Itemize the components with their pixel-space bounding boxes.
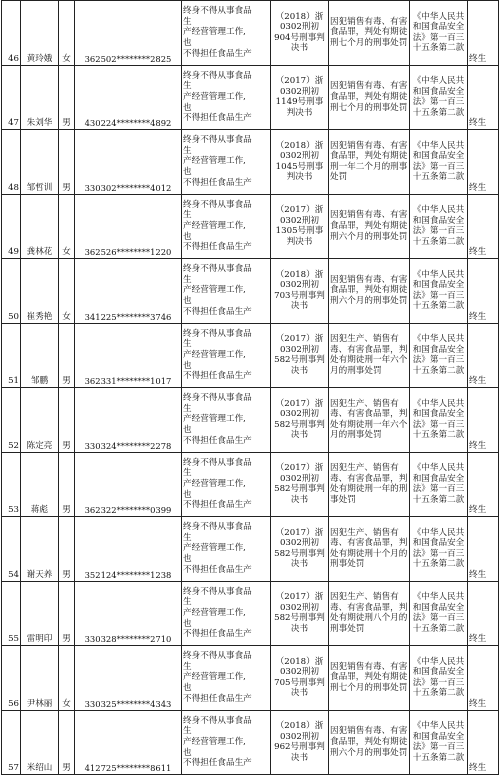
penalty-measure-line: 生 <box>183 81 192 92</box>
id-number: 362502********2825 <box>75 1 182 66</box>
penalty-measure-line: 生 <box>183 339 192 350</box>
penalty-measure-line: 也 <box>183 231 192 242</box>
table-row <box>2 1 499 66</box>
penalty-measure-line: 不得担任食品生产 <box>183 758 252 769</box>
offense-facts: 因犯生产、销售有毒、有害食品罪，判处有期徒刑一年的刑事处罚 <box>329 452 410 517</box>
row-number: 54 <box>2 517 21 582</box>
person-name: 雷明印 <box>21 581 59 646</box>
penalty-measure-line: 也 <box>183 489 192 500</box>
table-row <box>2 388 499 453</box>
person-sex: 男 <box>59 323 75 388</box>
offense-facts: 因犯生产、销售有毒、有害食品罪，判处有期徒刑八个月的刑事处罚 <box>329 581 410 646</box>
person-sex: 男 <box>59 388 75 453</box>
person-name: 米绍山 <box>21 710 59 775</box>
penalty-measure-line: 不得担任食品生产 <box>183 113 252 124</box>
id-number: 341225********3746 <box>75 259 182 324</box>
person-sex: 女 <box>59 259 75 324</box>
person-name: 邹哲训 <box>21 130 59 195</box>
penalty-measure-line: 也 <box>183 554 192 565</box>
row-number: 53 <box>2 452 21 517</box>
judgment-document: （2017）浙0302刑初1149号刑事判决书 <box>271 65 329 130</box>
offense-facts: 因犯销售有毒、有害食品罪，判处有期徒刑七个月的刑事处罚 <box>329 1 410 66</box>
penalty-measure-line: 也 <box>183 425 192 436</box>
row-number: 50 <box>2 259 21 324</box>
legal-basis: 《中华人民共和国食品安全法》第一百三十五条第二款 <box>410 130 468 195</box>
id-number: 362526********1220 <box>75 194 182 259</box>
judgment-document: （2017）浙0302刑初582号刑事判决书 <box>271 388 329 453</box>
ban-term: 终生 <box>468 452 499 517</box>
table-row <box>2 65 499 130</box>
person-sex: 女 <box>59 194 75 259</box>
judgment-document: （2017）浙0302刑初582号刑事判决书 <box>271 452 329 517</box>
person-sex: 男 <box>59 130 75 195</box>
judgment-document: （2017）浙0302刑初582号刑事判决书 <box>271 517 329 582</box>
penalty-measure-line: 不得担任食品生产 <box>183 177 252 188</box>
penalty-measure-line: 终身不得从事食品 <box>183 199 252 210</box>
penalty-measure-line: 终身不得从事食品 <box>183 586 252 597</box>
penalty-measure-line: 终身不得从事食品 <box>183 393 252 404</box>
penalty-measure-line: 不得担任食品生产 <box>183 693 252 704</box>
penalty-measure-line: 也 <box>183 38 192 49</box>
penalty-measure-line: 产经营管理工作, <box>183 349 246 360</box>
ban-term: 终生 <box>468 1 499 66</box>
offense-facts: 因犯销售有毒、有害食品罪，判处有期徒刑六个月的刑事处罚 <box>329 259 410 324</box>
person-sex: 男 <box>59 710 75 775</box>
ban-term: 终生 <box>468 646 499 711</box>
penalty-measure-line: 也 <box>183 683 192 694</box>
row-number: 52 <box>2 388 21 453</box>
row-number: 51 <box>2 323 21 388</box>
penalty-measure-line: 生 <box>183 403 192 414</box>
judgment-document: （2018）浙0302刑初962号刑事判决书 <box>271 710 329 775</box>
penalty-measure-line: 也 <box>183 360 192 371</box>
table-row <box>2 517 499 582</box>
ban-term: 终生 <box>468 130 499 195</box>
penalty-measure-line: 终身不得从事食品 <box>183 457 252 468</box>
person-name: 黄玲娥 <box>21 1 59 66</box>
row-number: 55 <box>2 581 21 646</box>
person-sex: 男 <box>59 65 75 130</box>
penalty-measure <box>182 1 271 66</box>
penalty-measure-line: 生 <box>183 532 192 543</box>
penalty-measure-line: 也 <box>183 167 192 178</box>
row-number: 56 <box>2 646 21 711</box>
penalty-measure-line: 不得担任食品生产 <box>183 435 252 446</box>
penalty-measure <box>182 517 271 582</box>
ban-term: 终生 <box>468 710 499 775</box>
penalty-measure-line: 生 <box>183 145 192 156</box>
penalty-measure-line: 产经营管理工作, <box>183 543 246 554</box>
penalty-measure-line: 产经营管理工作, <box>183 607 246 618</box>
penalty-measure-line: 产经营管理工作, <box>183 27 246 38</box>
penalty-measure <box>182 194 271 259</box>
id-number: 330302********4012 <box>75 130 182 195</box>
penalty-measure-line: 不得担任食品生产 <box>183 500 252 511</box>
id-number: 430224********4892 <box>75 65 182 130</box>
legal-basis: 《中华人民共和国食品安全法》第一百三十五条第二款 <box>410 323 468 388</box>
table-row <box>2 130 499 195</box>
person-name: 尹林丽 <box>21 646 59 711</box>
id-number: 362331********1017 <box>75 323 182 388</box>
person-name: 谢天养 <box>21 517 59 582</box>
penalty-measure-line: 产经营管理工作, <box>183 478 246 489</box>
penalty-measure-line: 终身不得从事食品 <box>183 522 252 533</box>
penalty-measure-line: 产经营管理工作, <box>183 672 246 683</box>
penalty-measure-line: 也 <box>183 747 192 758</box>
judgment-document: （2017）浙0302刑初582号刑事判决书 <box>271 581 329 646</box>
table-body <box>2 1 499 775</box>
legal-basis: 《中华人民共和国食品安全法》第一百三十五条第二款 <box>410 646 468 711</box>
judgment-document: （2018）浙0302刑初703号刑事判决书 <box>271 259 329 324</box>
ban-term: 终生 <box>468 517 499 582</box>
penalty-measure-line: 不得担任食品生产 <box>183 242 252 253</box>
offense-facts: 因犯销售有毒、有害食品罪，判处有期徒刑六个月的刑事处罚 <box>329 710 410 775</box>
penalty-measure-line: 不得担任食品生产 <box>183 306 252 317</box>
penalty-measure-line: 终身不得从事食品 <box>183 715 252 726</box>
penalty-measure-line: 终身不得从事食品 <box>183 651 252 662</box>
row-number: 48 <box>2 130 21 195</box>
penalty-measure-line: 生 <box>183 16 192 27</box>
row-number: 49 <box>2 194 21 259</box>
penalty-measure-line: 生 <box>183 661 192 672</box>
penalty-measure-line: 也 <box>183 618 192 629</box>
row-number: 46 <box>2 1 21 66</box>
penalty-measure-line: 不得担任食品生产 <box>183 564 252 575</box>
id-number: 352124********1238 <box>75 517 182 582</box>
legal-basis: 《中华人民共和国食品安全法》第一百三十五条第二款 <box>410 710 468 775</box>
legal-basis: 《中华人民共和国食品安全法》第一百三十五条第二款 <box>410 1 468 66</box>
penalty-measure-line: 终身不得从事食品 <box>183 328 252 339</box>
penalty-measure <box>182 65 271 130</box>
legal-basis: 《中华人民共和国食品安全法》第一百三十五条第二款 <box>410 581 468 646</box>
offense-facts: 因犯销售有毒、有害食品罪，判处有期徒刑七个月的刑事处罚 <box>329 65 410 130</box>
table-row <box>2 581 499 646</box>
offense-facts: 因犯生产、销售有毒、有害食品罪，判处有期徒刑一年六个月的刑事处罚 <box>329 388 410 453</box>
penalty-measure-line: 产经营管理工作, <box>183 156 246 167</box>
person-name: 朱刘华 <box>21 65 59 130</box>
offense-facts: 因犯销售有毒、有害食品罪，判处有期徒刑六个月的刑事处罚 <box>329 194 410 259</box>
legal-basis: 《中华人民共和国食品安全法》第一百三十五条第二款 <box>410 517 468 582</box>
penalty-measure-line: 终身不得从事食品 <box>183 6 252 17</box>
row-number: 57 <box>2 710 21 775</box>
penalty-measure-line: 也 <box>183 102 192 113</box>
person-name: 崔秀艳 <box>21 259 59 324</box>
legal-basis: 《中华人民共和国食品安全法》第一百三十五条第二款 <box>410 259 468 324</box>
penalty-measure-line: 生 <box>183 274 192 285</box>
penalty-measure <box>182 130 271 195</box>
table-row <box>2 323 499 388</box>
penalty-measure <box>182 259 271 324</box>
ban-term: 终生 <box>468 323 499 388</box>
penalty-measure-line: 产经营管理工作, <box>183 736 246 747</box>
penalty-measure-line: 终身不得从事食品 <box>183 70 252 81</box>
penalty-measure-line: 产经营管理工作, <box>183 91 246 102</box>
offense-facts: 因犯销售有毒、有害食品罪，判处有期徒刑一年二个月的刑事处罚 <box>329 130 410 195</box>
person-name: 邹鹏 <box>21 323 59 388</box>
penalty-measure-line: 产经营管理工作, <box>183 285 246 296</box>
person-name: 蒋彪 <box>21 452 59 517</box>
penalty-measure-line: 生 <box>183 597 192 608</box>
ban-term: 终生 <box>468 581 499 646</box>
penalty-measure-line: 不得担任食品生产 <box>183 371 252 382</box>
ban-term: 终生 <box>468 388 499 453</box>
judgment-document: （2018）浙0302刑初904号刑事判决书 <box>271 1 329 66</box>
penalty-measure <box>182 710 271 775</box>
offense-facts: 因犯生产、销售有毒、有害食品罪，判处有期徒刑一年六个月的刑事处罚 <box>329 323 410 388</box>
id-number: 330324********2278 <box>75 388 182 453</box>
legal-basis: 《中华人民共和国食品安全法》第一百三十五条第二款 <box>410 388 468 453</box>
penalty-measure-line: 也 <box>183 296 192 307</box>
ban-term: 终生 <box>468 65 499 130</box>
judgment-document: （2018）浙0302刑初705号刑事判决书 <box>271 646 329 711</box>
legal-basis: 《中华人民共和国食品安全法》第一百三十五条第二款 <box>410 65 468 130</box>
offense-facts: 因犯销售有毒、有害食品罪，判处有期徒刑七个月的刑事处罚 <box>329 646 410 711</box>
judgment-document: （2017）浙0302刑初1305号刑事判决书 <box>271 194 329 259</box>
row-number: 47 <box>2 65 21 130</box>
penalty-measure <box>182 452 271 517</box>
person-sex: 女 <box>59 646 75 711</box>
penalty-measure-line: 产经营管理工作, <box>183 220 246 231</box>
id-number: 330325********4343 <box>75 646 182 711</box>
judgment-document: （2017）浙0302刑初582号刑事判决书 <box>271 323 329 388</box>
person-sex: 女 <box>59 1 75 66</box>
table-row <box>2 646 499 711</box>
table-row <box>2 710 499 775</box>
penalty-measure-line: 生 <box>183 468 192 479</box>
person-sex: 男 <box>59 581 75 646</box>
judgment-document: （2018）浙0302刑初1045号刑事判决书 <box>271 130 329 195</box>
penalty-measure-line: 不得担任食品生产 <box>183 48 252 59</box>
table-row <box>2 452 499 517</box>
person-sex: 男 <box>59 452 75 517</box>
person-name: 龚林花 <box>21 194 59 259</box>
penalty-measure-line: 终身不得从事食品 <box>183 264 252 275</box>
offense-facts: 因犯生产、销售有毒、有害食品罪，判处有期徒刑十个月的刑事处罚 <box>329 517 410 582</box>
penalty-measure <box>182 646 271 711</box>
person-sex: 男 <box>59 517 75 582</box>
legal-basis: 《中华人民共和国食品安全法》第一百三十五条第二款 <box>410 194 468 259</box>
penalty-measure-line: 生 <box>183 210 192 221</box>
penalty-measure-line: 生 <box>183 726 192 737</box>
penalty-measure <box>182 323 271 388</box>
table-row <box>2 194 499 259</box>
legal-basis: 《中华人民共和国食品安全法》第一百三十五条第二款 <box>410 452 468 517</box>
record-table <box>1 0 499 775</box>
ban-term: 终生 <box>468 259 499 324</box>
id-number: 412725********8611 <box>75 710 182 775</box>
penalty-measure <box>182 581 271 646</box>
penalty-measure <box>182 388 271 453</box>
penalty-measure-line: 产经营管理工作, <box>183 414 246 425</box>
ban-term: 终生 <box>468 194 499 259</box>
penalty-measure-line: 终身不得从事食品 <box>183 135 252 146</box>
person-name: 陈定亮 <box>21 388 59 453</box>
penalty-measure-line: 不得担任食品生产 <box>183 629 252 640</box>
table-row <box>2 259 499 324</box>
id-number: 362322********0399 <box>75 452 182 517</box>
id-number: 330328********2710 <box>75 581 182 646</box>
